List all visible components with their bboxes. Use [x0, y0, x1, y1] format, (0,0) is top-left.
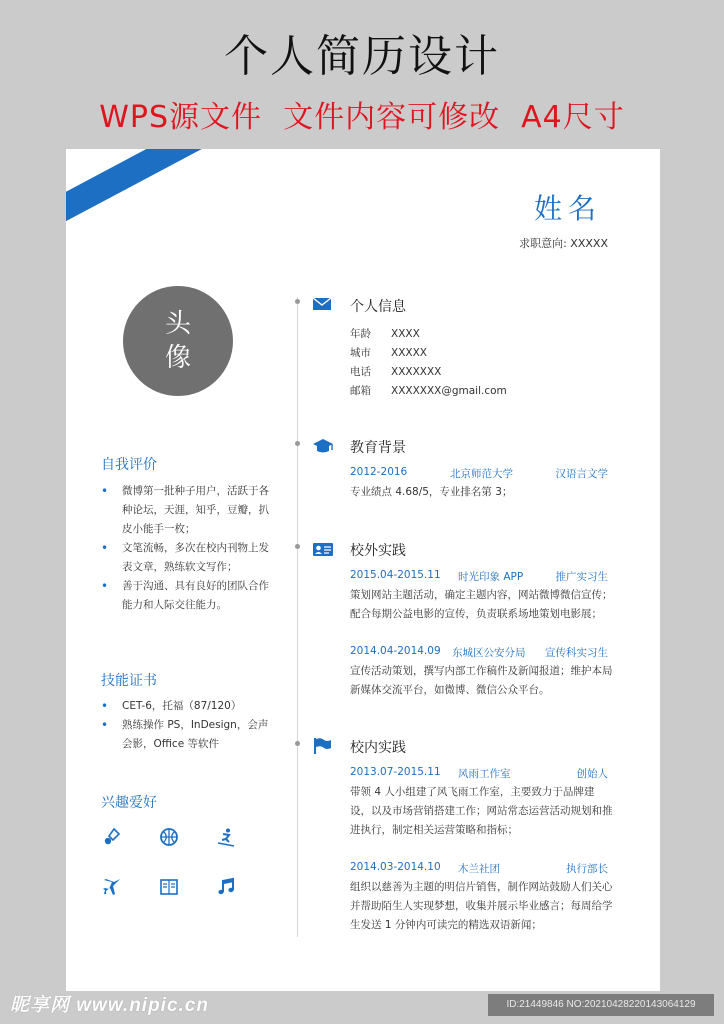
- info-value: XXXXXXX@gmail.com: [391, 385, 507, 397]
- timeline-dot: [295, 299, 300, 304]
- info-row: [350, 326, 420, 341]
- avatar-text-2: 像: [164, 343, 191, 373]
- airplane-icon: [101, 877, 123, 899]
- experience-org: 木兰社团: [458, 863, 500, 875]
- list-item: • 熟练操作 PS，InDesign，会声会影，Office 等软件: [101, 716, 269, 754]
- experience-date: 2013.07-2015.11: [350, 766, 441, 778]
- watermark-id: ID:21449846 NO:20210428220143064129: [488, 994, 714, 1016]
- experience-desc: 策划网站主题活动，确定主题内容，网站微博微信宣传；配合每期公益电影的宣传，负责联系场地策划电影展；: [350, 589, 613, 620]
- education-school: 北京师范大学: [450, 468, 513, 480]
- personal-heading: 个人信息: [350, 299, 406, 315]
- experience-desc: 组织以慈善为主题的明信片销售，制作网站鼓励人们关心并帮助陌生人实现梦想，收集并展示毕业感言；每周给学生发送 1 分钟内可读完的精选双语新闻；: [350, 881, 613, 931]
- basketball-icon: [158, 827, 180, 849]
- flag-icon: [312, 737, 332, 755]
- info-row: [350, 383, 507, 398]
- graduation-cap-icon: [312, 437, 332, 455]
- info-value: XXXXX: [391, 347, 427, 359]
- external-heading: 校外实践: [350, 543, 406, 559]
- self-eval-list: [101, 482, 269, 615]
- skills-list: [101, 697, 269, 754]
- experience-date: 2015.04-2015.11: [350, 569, 441, 581]
- timeline-line: [297, 297, 298, 937]
- info-row: [350, 364, 441, 379]
- experience-date: 2014.03-2014.10: [350, 861, 441, 873]
- timeline-dot: [295, 544, 300, 549]
- list-item: • 善于沟通、具有良好的团队合作能力和人际交往能力。: [101, 577, 269, 615]
- experience-org: 风雨工作室: [458, 768, 511, 780]
- envelope-icon: [312, 296, 332, 314]
- info-label: 城市: [350, 347, 371, 359]
- skiing-icon: [215, 827, 237, 849]
- education-date: 2012-2016: [350, 466, 408, 478]
- id-card-icon: [312, 540, 332, 558]
- info-label: 电话: [350, 366, 371, 378]
- banner-title: 个人简历设计: [224, 31, 500, 82]
- experience-desc: 带领 4 人小组建了风飞雨工作室，主要致力于品牌建设，以及市场营销搭建工作；网站常态运营活动规划和推进执行，制定相关运营策略和指标；: [350, 786, 613, 836]
- experience-role: 执行部长: [566, 863, 608, 875]
- education-major: 汉语言文学: [555, 468, 608, 480]
- book-icon: [158, 877, 180, 899]
- banner-subtitle: WPS源文件 文件内容可修改 A4尺寸: [99, 100, 625, 135]
- timeline-dot: [295, 741, 300, 746]
- experience-org: 时光印象 APP: [458, 571, 524, 583]
- info-value: XXXX: [391, 328, 420, 340]
- resume-page: [66, 149, 660, 991]
- education-heading: 教育背景: [350, 440, 406, 456]
- watermark-logo: 昵享网 www.nipic.cn: [10, 995, 209, 1016]
- education-detail: 专业绩点 4.68/5，专业排名第 3；: [350, 486, 513, 498]
- avatar-text-1: 头: [164, 309, 191, 339]
- info-value: XXXXXXX: [391, 366, 442, 378]
- list-item: • 文笔流畅，多次在校内刊物上发表文章，熟练软文写作；: [101, 539, 269, 577]
- experience-role: 宣传科实习生: [545, 647, 608, 659]
- badminton-icon: [101, 827, 123, 849]
- experience-role: 推广实习生: [555, 571, 608, 583]
- internal-heading: 校内实践: [350, 740, 406, 756]
- list-item: • CET-6，托福（87/120）: [101, 697, 269, 716]
- resume-ribbon-text: RESUME: [74, 162, 144, 211]
- experience-desc: 宣传活动策划，撰写内部工作稿件及新闻报道；维护本局新媒体交流平台，如微博、微信公众平台。: [350, 665, 613, 696]
- timeline-dot: [295, 441, 300, 446]
- info-row: [350, 345, 427, 360]
- list-item: • 微博第一批种子用户，活跃于各种论坛，天涯，知乎，豆瓣，扒皮小能手一枚；: [101, 482, 269, 539]
- hobbies-heading: 兴趣爱好: [101, 795, 157, 811]
- avatar: [123, 286, 233, 396]
- experience-date: 2014.04-2014.09: [350, 645, 441, 657]
- experience-role: 创始人: [576, 768, 608, 780]
- music-icon: [215, 877, 237, 899]
- job-intent: 求职意向: XXXXX: [519, 237, 608, 250]
- self-eval-heading: 自我评价: [101, 457, 157, 473]
- experience-org: 东城区公安分局: [452, 647, 526, 659]
- info-label: 邮箱: [350, 385, 371, 397]
- candidate-name: 姓名: [533, 192, 602, 225]
- info-label: 年龄: [350, 328, 371, 340]
- skills-heading: 技能证书: [101, 673, 157, 689]
